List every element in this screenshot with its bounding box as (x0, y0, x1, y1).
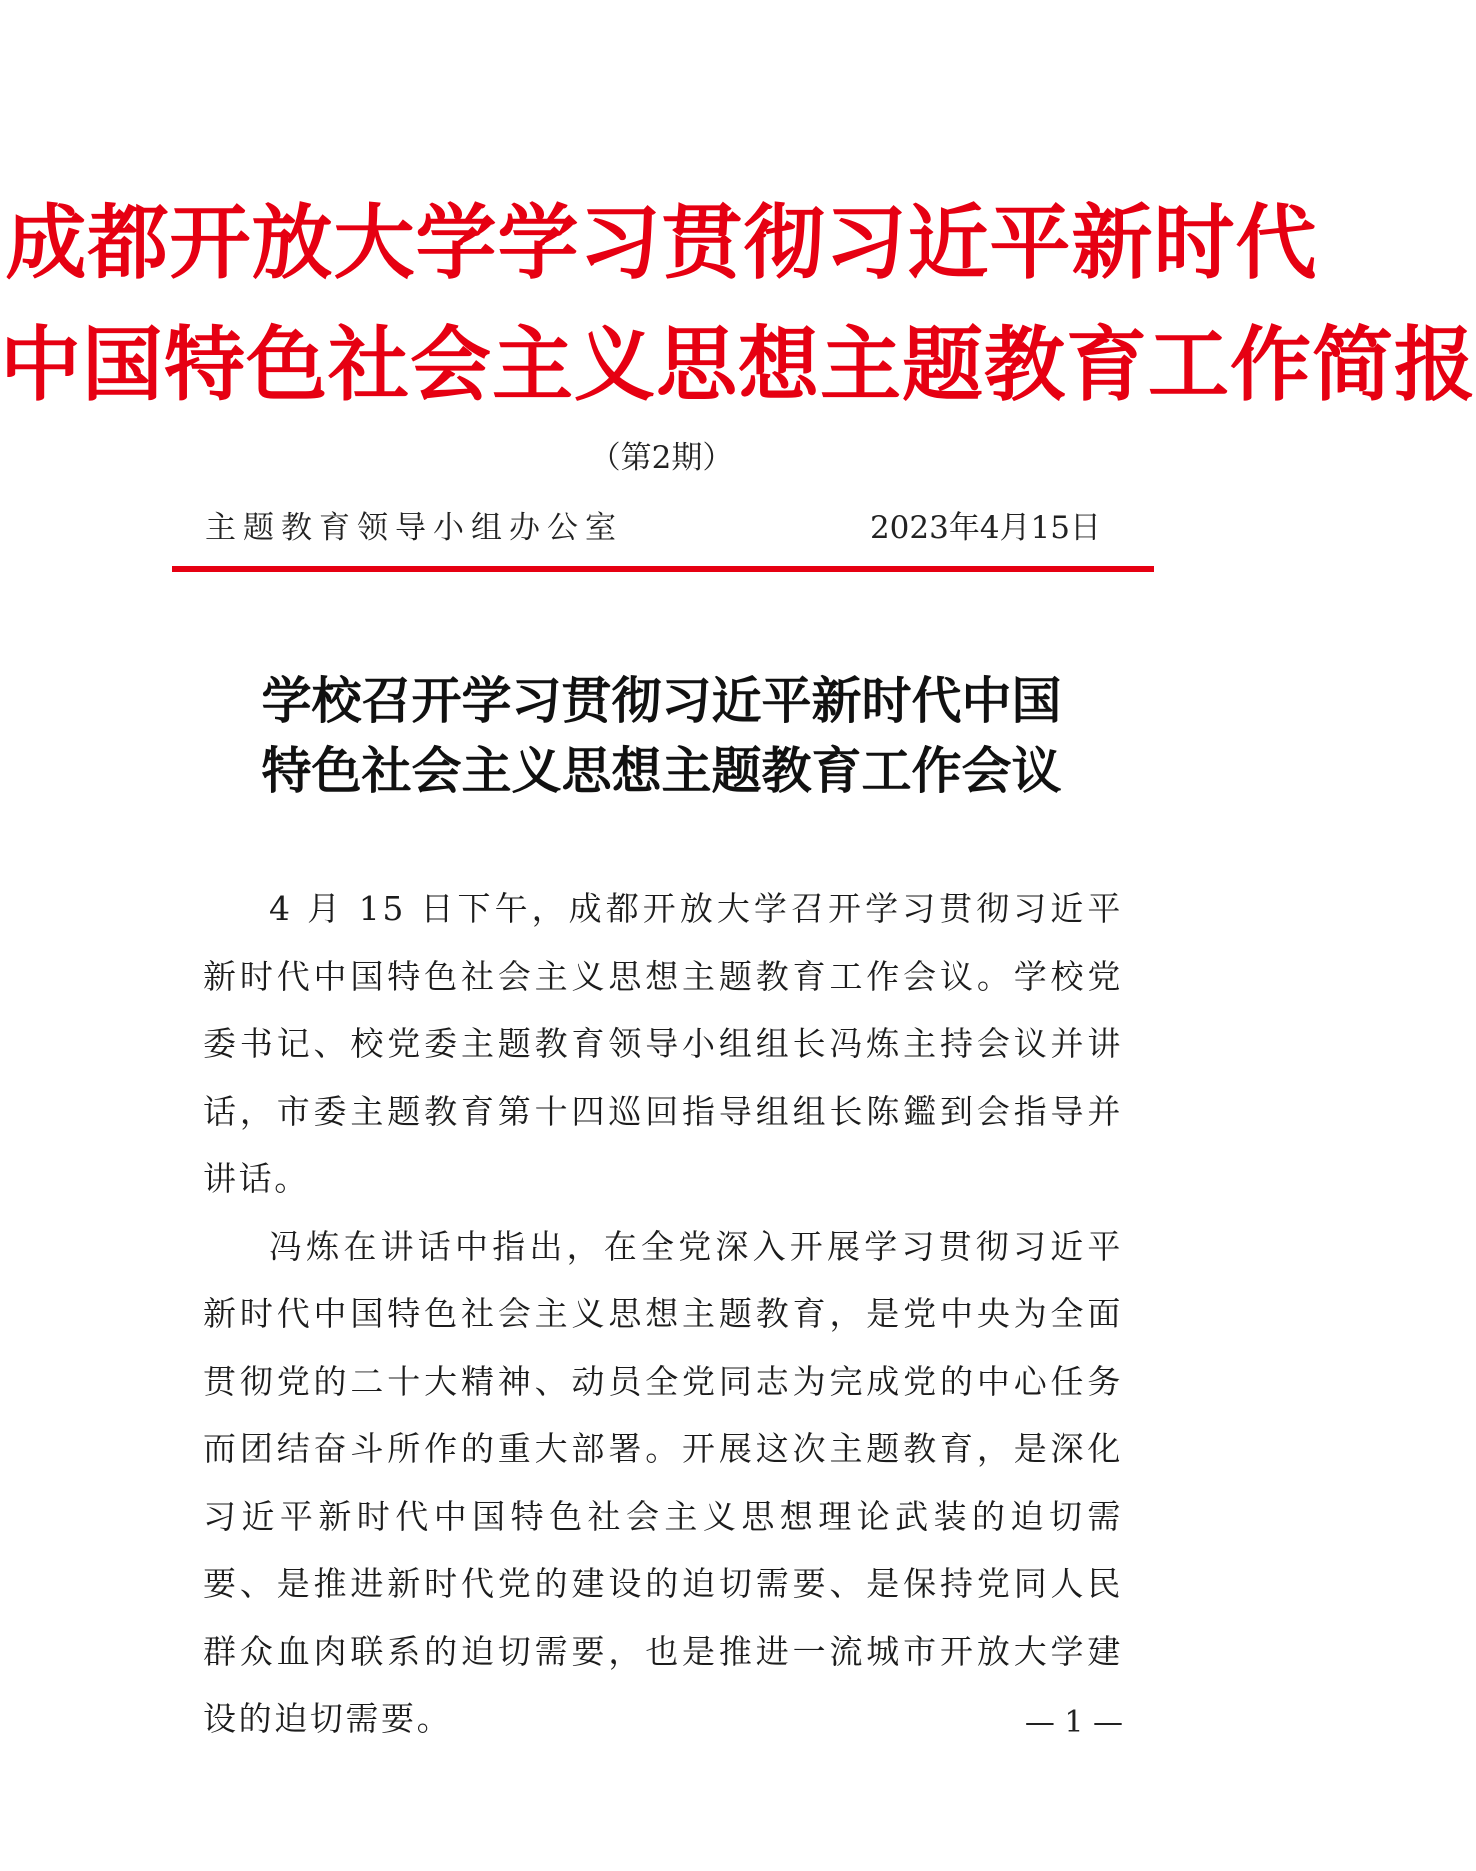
body-paragraph-1: 4 月 15 日下午，成都开放大学召开学习贯彻习近平新时代中国特色社会主义思想主题教育工作会议。学校党委书记、校党委主题教育领导小组组长冯炼主持会议并讲话，市委主题教育第十四巡回指导组组长陈鑑到会指导并讲话。 (203, 889, 1123, 1198)
page-number: — 1 — (1024, 1705, 1123, 1740)
red-divider-line (172, 566, 1154, 572)
body-paragraph-2: 冯炼在讲话中指出，在全党深入开展学习贯彻习近平新时代中国特色社会主义思想主题教育，是党中央为全面贯彻党的二十大精神、动员全党同志为完成党的中心任务而团结奋斗所作的重大部署。开展这次主题教育，是深化习近平新时代中国特色社会主义思想理论武装的迫切需要、是推进新时代党的建设的迫切需要、是保持党同人民群众血肉联系的迫切需要，也是推进一流城市开放大学建设的迫切需要。 (203, 1226, 1123, 1738)
headline-line-2: 特色社会主义思想主题教育工作会议 (261, 741, 1062, 800)
issuing-office: 主题教育领导小组办公室 (205, 510, 623, 546)
bulletin-title-line-1: 成都开放大学学习贯彻习近平新时代 (5, 196, 1318, 291)
issue-number: （第2期） (589, 440, 734, 476)
issue-date: 2023年4月15日 (869, 510, 1101, 546)
bulletin-title-line-2: 中国特色社会主义思想主题教育工作简报 (0, 318, 1476, 413)
headline-line-1: 学校召开学习贯彻习近平新时代中国 (261, 671, 1062, 730)
article-body (203, 875, 1123, 1753)
